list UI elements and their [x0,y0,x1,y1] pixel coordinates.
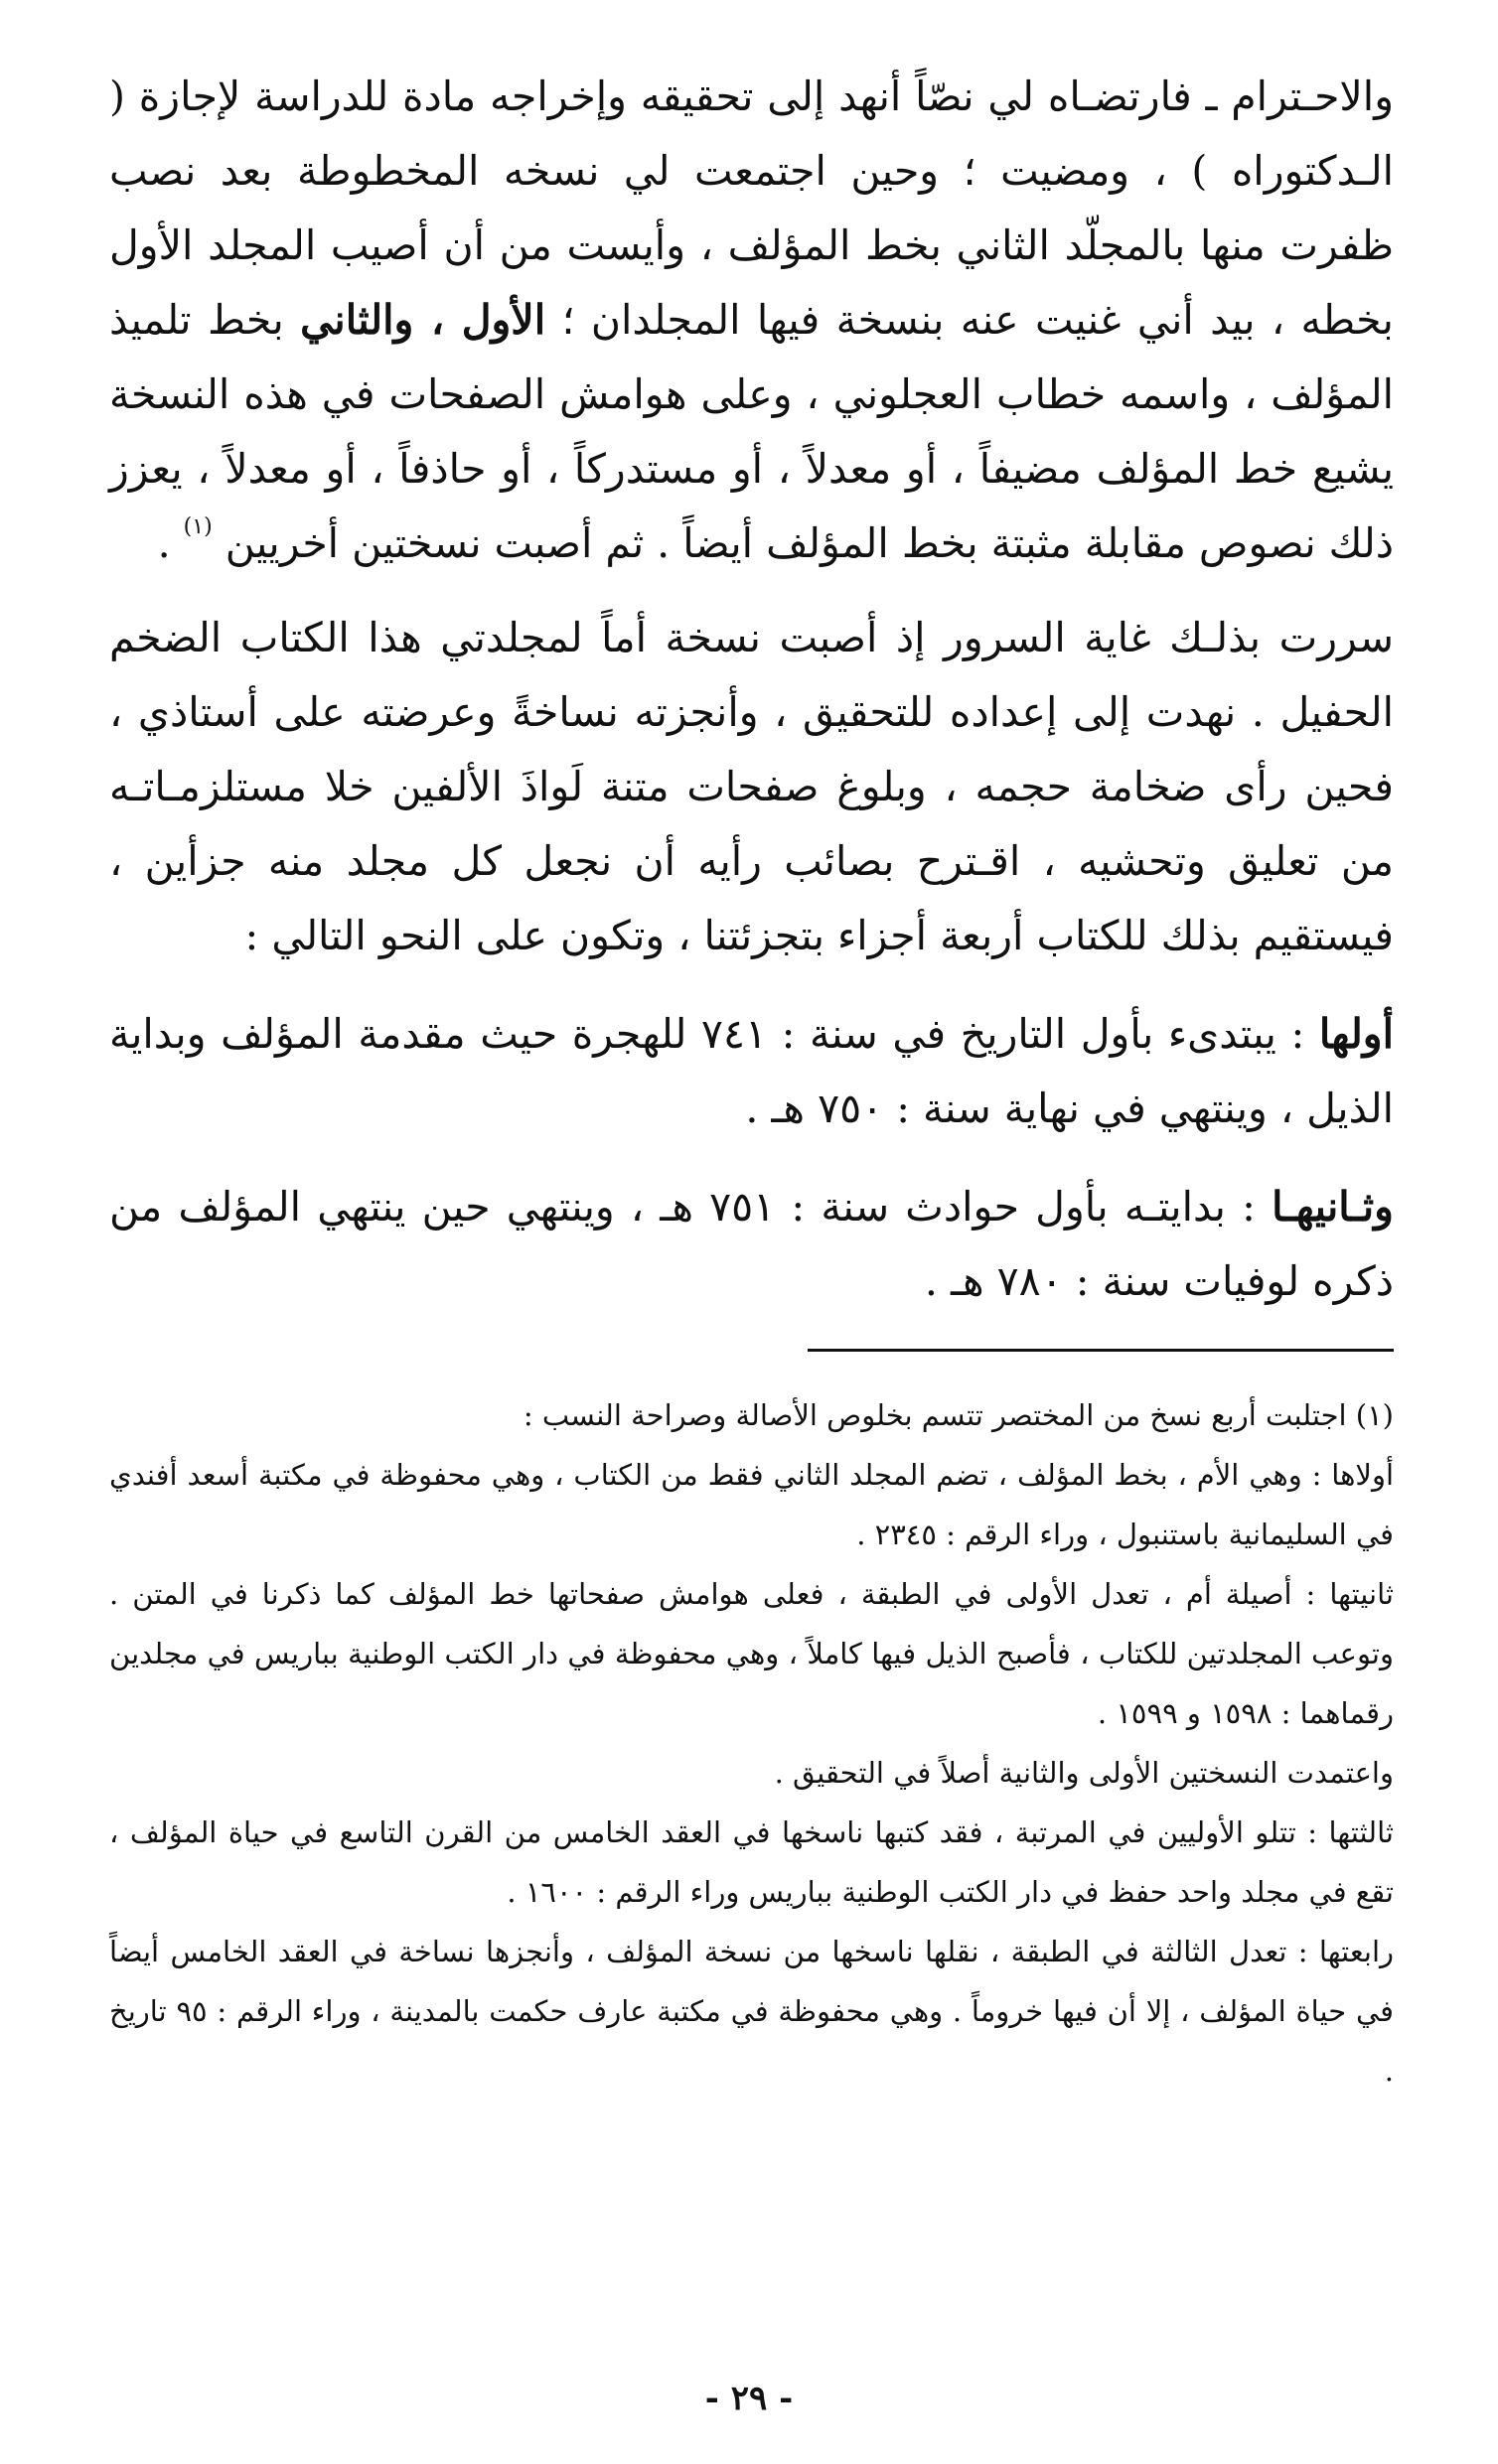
part-1-label: أولها [1318,1010,1394,1058]
footnote-first-copy: أولاها : وهي الأم ، بخط المؤلف ، تضم المجلد الثاني فقط من الكتاب ، وهي محفوظة في مكتبة أسعد أفندي في السليمانية باستنبول ، وراء الرقم : ٢٣٤٥ . [109,1458,1394,1551]
footnote-1: (١) اجتلبت أربع نسخ من المختصر تتسم بخلوص الأصالة وصراحة النسب : [523,1398,1394,1432]
part-1-text: : يبتدىء بأول التاريخ في سنة : ٧٤١ للهجرة حيث مقدمة المؤلف وبداية الذيل ، وينتهي في نهاية سنة : ٧٥٠ هـ . [109,1010,1394,1132]
paragraph-1-rest: بخط تلميذ المؤلف ، واسمه خطاب العجلوني ، وعلى هوامش الصفحات في هذه النسخة يشيع خط المؤلف مضيفاً ، أو معدلاً ، أو مستدركاً ، أو حاذفاً ، أو معدلاً ، يعزز ذلك نصوص مقابلة مثبتة بخط المؤلف أيضاً . ثم أصبت نسختين أخريين [109,296,1394,567]
part-2-label: وثـانيهـا [1272,1183,1394,1231]
paragraph-1 [109,60,1394,581]
footnote-second-copy: ثانيتها : أصيلة أم ، تعدل الأولى في الطبقة ، فعلى هوامش صفحاتها خط المؤلف كما ذكرنا في المتن . وتوعب المجلدتين للكتاب ، فأصبح الذيل فيها كاملاً ، وهي محفوظة في دار الكتب الوطنية بباريس في مجلدين رقماهما : ١٥٩٨ و ١٥٩٩ . [109,1577,1394,1730]
bold-volumes: الأول ، والثاني [300,296,546,344]
paragraph-1-end: . [157,519,184,567]
part-1-paragraph [109,997,1394,1146]
paragraph-1-text: والاحـترام ـ فارتضـاه لي نصّاً أنهد إلى تحقيقه وإخراجه مادة للدراسة لإجازة ( الـدكتوراه ) ، ومضيت ؛ وحين اجتمعت لي نسخه المخطوطة بعد نصب ظفرت منها بالمجلّد الثاني بخط المؤلف ، وأيست من أن أصيب المجلد الأول بخطه ، بيد أني غنيت عنه بنسخة فيها المجلدان ؛ [109,72,1394,344]
footnote-adoption: واعتمدت النسختين الأولى والثانية أصلاً في التحقيق . [774,1756,1394,1790]
page-number: - ٢٩ - [704,2379,794,2418]
footnote-ref: (١) [183,514,213,539]
footnote-third-copy: ثالثتها : تتلو الأوليين في المرتبة ، فقد كتبها ناسخها في العقد الخامس من القرن التاسع في حياة المؤلف ، تقع في مجلد واحد حفظ في دار الكتب الوطنية بباريس وراء الرقم : ١٦٠٠ . [109,1815,1394,1909]
part-2-paragraph [109,1170,1394,1319]
paragraph-2: سررت بذلـك غاية السرور إذ أصبت نسخة أماً لمجلدتي هذا الكتاب الضخم الحفيل . نهدت إلى إعداده للتحقيق ، وأنجزته نساخةً وعرضته على أستاذي ، فحين رأى ضخامة حجمه ، وبلوغ صفحات متنة لَواذَ الألفين خلا مستلزمـاتـه من تعليق وتحشيه ، اقـترح بصائب رأيه أن نجعل كل مجلد منه جزأين ، فيستقيم بذلك للكتاب أربعة أجزاء بتجزئتنا ، وتكون على النحو التالي : [109,614,1394,959]
part-2-text: : بدايتـه بأول حوادث سنة : ٧٥١ هـ ، وينتهي حين ينتهي المؤلف من ذكره لوفيات سنة : ٧٨٠ هـ . [109,1183,1394,1305]
footnote-fourth-copy: رابعتها : تعدل الثالثة في الطبقة ، نقلها ناسخها من نسخة المؤلف ، وأنجزها نساخة في العقد الخامس أيضاً في حياة المؤلف ، إلا أن فيها خروماً . وهي محفوظة في مكتبة عارف حكمت بالمدينة ، وراء الرقم : ٩٥ تاريخ . [109,1935,1395,2088]
footnote-separator [808,1349,1394,1352]
main-text [109,60,1394,1319]
footnotes [109,1385,1394,2101]
